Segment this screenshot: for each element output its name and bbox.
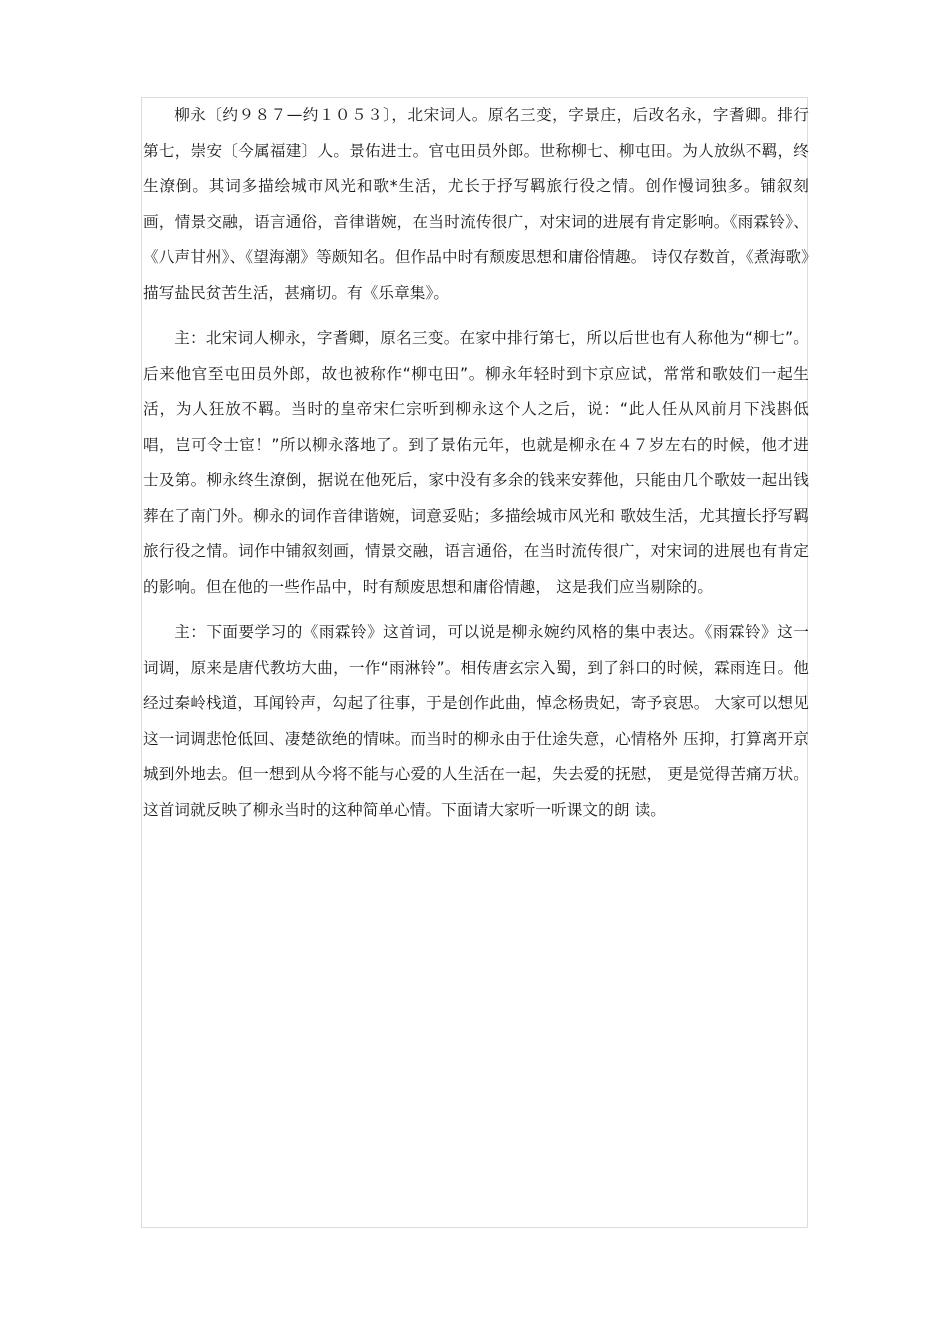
paragraph-author-bio: 柳永〔约９８７—约１０５３〕，北宋词人。原名三变，字景庄，后改名永，字耆卿。排行第七，崇安〔今属福建〕人。景佑进士。官屯田员外郎。世称柳七、柳屯田。为人放纵不羁，终生潦倒。其词多描绘城市风光和歌*生活，尤长于抒写羁旅行役之情。创作慢词独多。铺叙刻画，情景交融，语言通俗，音律谐婉，在当时流传很广，对宋词的进展有肯定影响。《雨霖铃》、《八声甘州》、《望海潮》等颇知名。但作品中时有颓废思想和庸俗情趣。 诗仅存数首，《煮海歌》描写盐民贫苦生活，甚痛切。有《乐章集》。 bbox=[143, 106, 809, 302]
paragraph-teacher-intro: 主：北宋词人柳永，字耆卿，原名三变。在家中排行第七，所以后世也有人称他为“柳七”。后来他官至屯田员外郎，故也被称作“柳屯田”。柳永年轻时到卞京应试，常常和歌妓们一起生活，为人狂放不羁。当时的皇帝宋仁宗听到柳永这个人之后，说：“此人任从风前月下浅斟低唱，岂可令士宦！”所以柳永落地了。到了景佑元年，也就是柳永在４７岁左右的时候，他才进士及第。柳永终生潦倒，据说在他死后，家中没有多余的钱来安葬他，只能由几个歌妓一起出钱葬在了南门外。柳永的词作音律谐婉，词意妥贴；多描绘城市风光和 歌妓生活，尤其擅长抒写羁旅行役之情。词作中铺叙刻画，情景交融，语言通俗，在当时流传很广，对宋词的进展也有肯定的影响。但在他的一些作品中，时有颓废思想和庸俗情趣， 这是我们应当剔除的。 bbox=[143, 329, 809, 596]
document-body bbox=[143, 98, 809, 828]
paragraph-poem-background: 主：下面要学习的《雨霖铃》这首词，可以说是柳永婉约风格的集中表达。《雨霖铃》这一词调，原来是唐代教坊大曲，一作“雨淋铃”。相传唐玄宗入蜀，到了斜口的时候，霖雨连日。他经过秦岭栈道，耳闻铃声，勾起了往事，于是创作此曲，悼念杨贵妃，寄予哀思。 大家可以想见这一词调悲怆低回、凄楚欲绝的情味。而当时的柳永由于仕途失意，心情格外 压抑，打算离开京城到外地去。但一想到从今将不能与心爱的人生活在一起，失去爱的抚慰， 更是觉得苦痛万状。这首词就反映了柳永当时的这种简单心情。下面请大家听一听课文的朗 读。 bbox=[143, 623, 809, 819]
